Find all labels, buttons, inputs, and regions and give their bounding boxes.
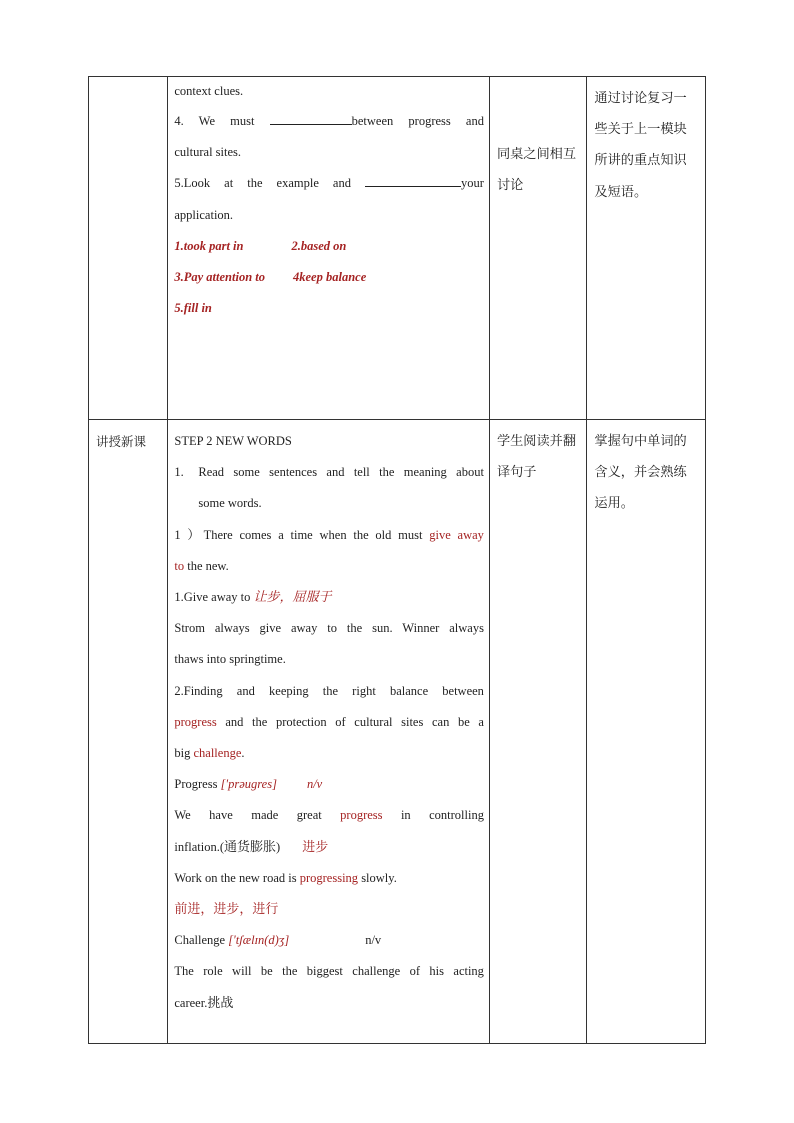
activity-line: 译句子 (496, 465, 537, 481)
example-line: career.挑战 (174, 995, 234, 1011)
row1-purpose-cell (587, 77, 706, 420)
lesson-plan-table (88, 76, 706, 1044)
example-line: thaws into springtime. (174, 652, 286, 667)
text-line: context clues. (174, 84, 244, 98)
example-line: The role will be the biggest challenge of his acting (174, 964, 484, 979)
table-row (89, 420, 706, 1044)
row2-activity-cell (489, 420, 586, 1044)
stage-label: 讲授新课 (96, 434, 147, 449)
purpose-line: 及短语。 (594, 184, 648, 200)
sentence-line: to the new. (174, 558, 229, 573)
row1-content-cell (168, 77, 490, 420)
example-line: Strom always give away to the sun. Winner always (174, 621, 484, 636)
text-line: application. (174, 207, 234, 222)
activity-line: 同桌之间相互 (496, 147, 577, 162)
exercise-4-line: 4. We must between progress and (174, 114, 484, 128)
row2-content-cell (168, 420, 490, 1044)
answer-line: 1.took part in 2.based on (174, 238, 347, 253)
sentence-line: 1 ）There comes a time when the old must give away (174, 527, 484, 542)
sentence-line: progress and the protection of cultural sites can be a (174, 714, 484, 729)
example-line: inflation.(通货膨胀) 进步 (174, 839, 329, 855)
purpose-line: 所讲的重点知识 (594, 153, 687, 169)
sentence-line: big challenge. (174, 746, 245, 761)
row2-stage-cell (89, 420, 168, 1044)
purpose-line: 些关于上一模块 (594, 122, 687, 138)
row1-stage-cell (89, 77, 168, 420)
instruction-line: 1. Read some sentences and tell the meaning about (174, 465, 484, 480)
example-line: We have made great progress in controlling (174, 808, 484, 823)
row2-purpose-cell (587, 420, 706, 1044)
exercise-5-line: 5.Look at the example and your (174, 176, 484, 191)
word-entry-challenge: Challenge ['tʃælɪn(d)ʒ] n/v (174, 933, 382, 948)
table-row (89, 77, 706, 420)
step-heading: STEP 2 NEW WORDS (174, 434, 292, 448)
answer-blank (365, 174, 461, 187)
instruction-line: some words. (198, 496, 262, 511)
sentence-line: 2.Finding and keeping the right balance between (174, 683, 484, 698)
answer-line: 5.fill in (174, 301, 212, 316)
purpose-line: 运用。 (594, 496, 634, 512)
answer-line: 3.Pay attention to 4keep balance (174, 270, 367, 285)
purpose-line: 通过讨论复习一 (594, 91, 687, 106)
purpose-line: 掌握句中单词的 (594, 434, 687, 449)
definition-line: 1.Give away to 让步，屈服于 (174, 590, 332, 606)
activity-line: 学生阅读并翻 (496, 434, 577, 449)
meaning-line: 前进，进步，进行 (174, 902, 279, 918)
example-line: Work on the new road is progressing slowly. (174, 870, 397, 885)
row1-activity-cell (489, 77, 586, 420)
activity-line: 讨论 (496, 178, 524, 194)
answer-blank (270, 112, 352, 125)
word-entry-progress: Progress ['prəugres] n/v (174, 777, 323, 792)
text-line: cultural sites. (174, 145, 242, 160)
purpose-line: 含义，并会熟练 (594, 465, 687, 481)
